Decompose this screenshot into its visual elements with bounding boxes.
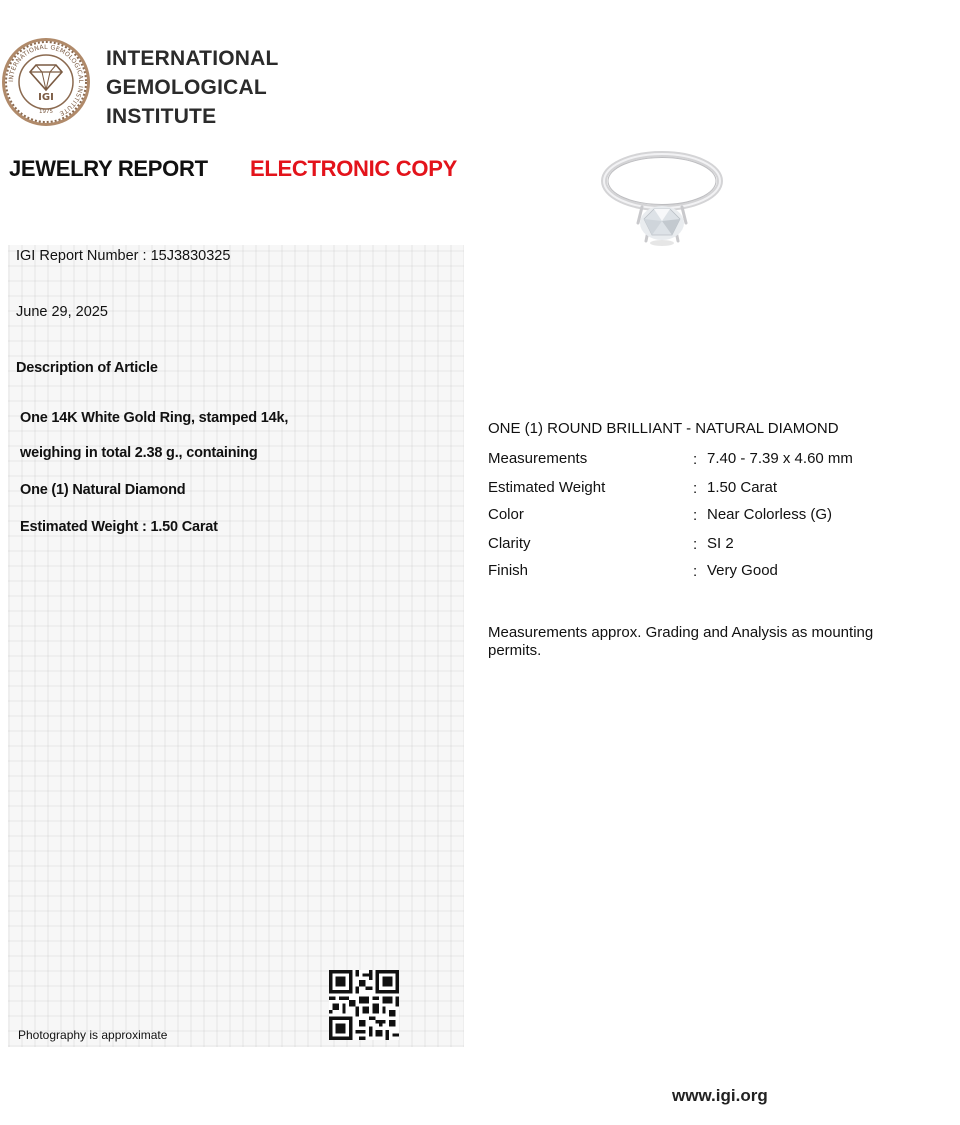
svg-text:INTERNATIONAL GEMOLOGICAL INST: INTERNATIONAL GEMOLOGICAL INSTITUTE	[7, 43, 85, 117]
document-title: JEWELRY REPORT	[9, 156, 208, 181]
grading-label: Measurements	[488, 450, 588, 467]
description-line: One (1) Natural Diamond	[20, 482, 186, 498]
org-name	[106, 44, 279, 131]
grading-value: 7.40 - 7.39 x 4.60 mm	[707, 450, 853, 467]
report-date: June 29, 2025	[16, 304, 108, 320]
grading-label: Color	[488, 506, 524, 523]
grading-value: Very Good	[707, 562, 778, 579]
grading-row-clarity	[488, 535, 928, 557]
grading-separator: :	[693, 563, 698, 580]
grading-label: Clarity	[488, 535, 531, 552]
org-name-line: INSTITUTE	[106, 105, 217, 128]
description-heading: Description of Article	[16, 360, 158, 376]
grading-row-finish	[488, 562, 928, 584]
igi-seal-icon	[0, 34, 92, 130]
grading-value: 1.50 Carat	[707, 479, 778, 496]
description-line: Estimated Weight : 1.50 Carat	[20, 519, 218, 535]
svg-text:IGI: IGI	[38, 92, 54, 103]
grading-value: SI 2	[707, 535, 734, 552]
qr-code-icon[interactable]	[329, 970, 399, 1040]
report-number: IGI Report Number : 15J3830325	[16, 248, 231, 264]
grading-row-color	[488, 506, 928, 528]
ring-photo	[596, 145, 730, 249]
svg-text:1975: 1975	[39, 109, 53, 115]
grading-row-estimated-weight	[488, 479, 928, 501]
description-line: weighing in total 2.38 g., containing	[20, 445, 258, 461]
grading-note: Measurements approx. Grading and Analysis as mounting permits.	[488, 624, 874, 659]
grading-label: Estimated Weight	[488, 479, 606, 496]
photo-note: Photography is approximate	[18, 1028, 168, 1042]
org-name-line: INTERNATIONAL	[106, 47, 279, 70]
description-line: One 14K White Gold Ring, stamped 14k,	[20, 410, 289, 426]
grading-value: Near Colorless (G)	[707, 506, 833, 523]
grading-separator: :	[693, 507, 698, 524]
electronic-copy-badge: ELECTRONIC COPY	[250, 156, 457, 181]
grading-row-measurements	[488, 450, 928, 472]
grading-heading: ONE (1) ROUND BRILLIANT - NATURAL DIAMOND	[488, 420, 839, 437]
org-name-line: GEMOLOGICAL	[106, 76, 267, 99]
grading-separator: :	[693, 451, 698, 468]
grading-separator: :	[693, 480, 698, 497]
grading-label: Finish	[488, 562, 529, 579]
grading-separator: :	[693, 536, 698, 553]
website-link[interactable]: www.igi.org	[672, 1086, 768, 1105]
